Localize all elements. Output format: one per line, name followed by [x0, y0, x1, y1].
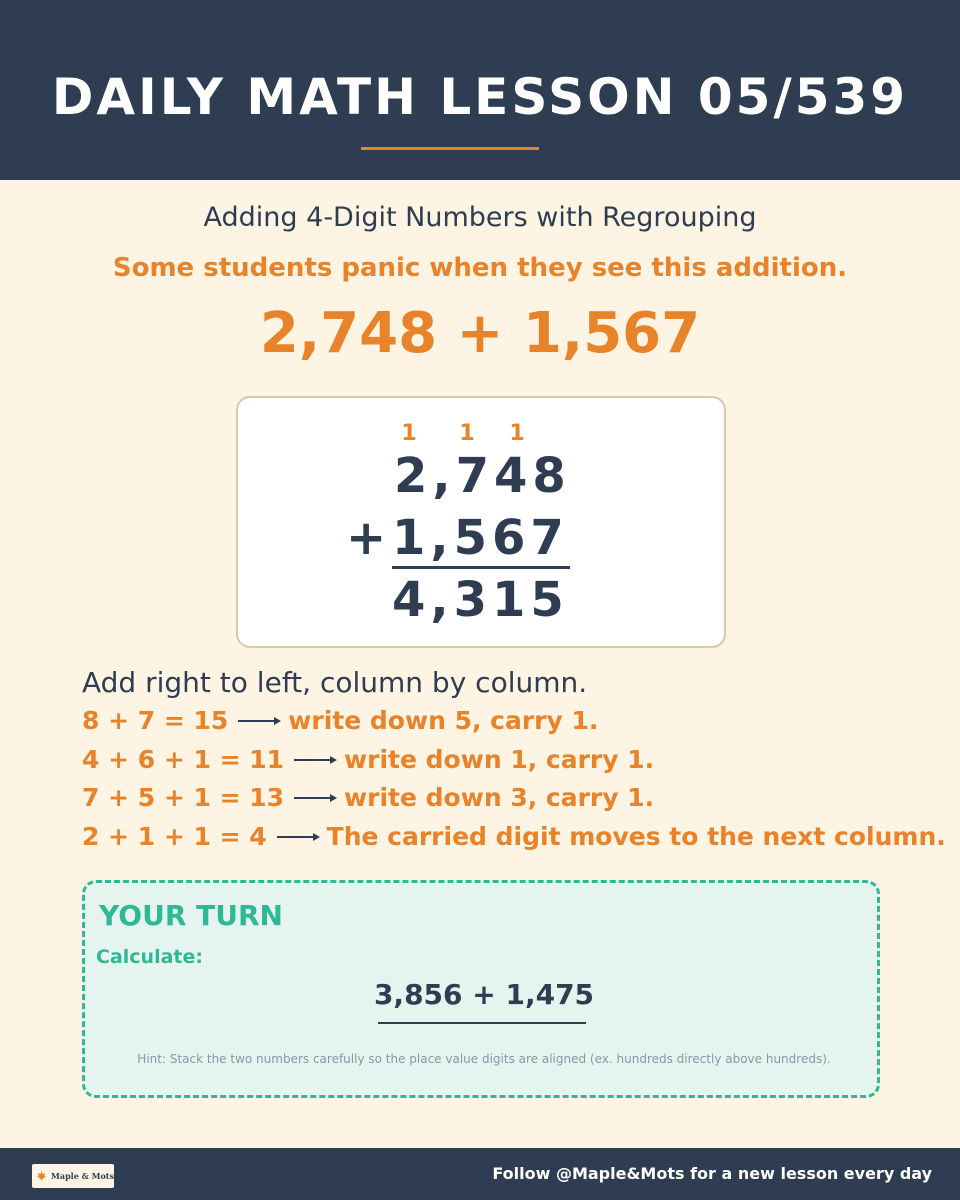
step-expression: 7 + 5 + 1 = 13	[82, 783, 285, 812]
lesson-subtitle: Adding 4-Digit Numbers with Regrouping	[203, 202, 757, 233]
addend-bottom: 1,567	[392, 510, 569, 566]
calculate-label: Calculate:	[96, 946, 203, 968]
maple-leaf-icon	[36, 1169, 47, 1183]
long-right-arrow-icon	[277, 831, 321, 843]
page-title: DAILY MATH LESSON 05/539	[51, 68, 909, 126]
answer-line	[378, 1022, 586, 1024]
sum-result: 4,315	[392, 572, 569, 628]
step-expression: 8 + 7 = 15	[82, 706, 229, 735]
logo-text: Maple & Mots	[51, 1171, 114, 1181]
step-explanation: write down 5, carry 1.	[288, 706, 599, 735]
worked-example-card	[236, 396, 726, 648]
practice-problem: 3,856 + 1,475	[373, 978, 595, 1011]
step-row	[82, 820, 946, 854]
header-banner	[0, 0, 960, 180]
sum-line	[392, 566, 570, 569]
lesson-problem: 2,748 + 1,567	[259, 301, 701, 366]
your-turn-title: YOUR TURN	[99, 899, 283, 932]
step-explanation: The carried digit moves to the next column.	[326, 822, 946, 851]
steps-intro: Add right to left, column by column.	[82, 666, 588, 699]
step-expression: 4 + 6 + 1 = 11	[82, 745, 285, 774]
your-turn-box	[82, 880, 880, 1098]
addend-top: 2,748	[394, 448, 571, 504]
footer-bar	[0, 1148, 960, 1200]
step-explanation: write down 1, carry 1.	[344, 745, 655, 774]
step-explanation: write down 3, carry 1.	[344, 783, 655, 812]
practice-hint: Hint: Stack the two numbers carefully so the place value digits are aligned (ex. hundreds directly above hundreds).	[137, 1052, 831, 1066]
carry-digit-hundreds: 1	[459, 421, 475, 446]
long-right-arrow-icon	[238, 715, 282, 727]
title-underline	[361, 147, 539, 150]
long-right-arrow-icon	[294, 754, 338, 766]
footer-follow-text: Follow @Maple&Mots for a new lesson every day	[492, 1164, 932, 1183]
step-row	[82, 781, 654, 815]
brand-logo	[32, 1164, 114, 1188]
step-row	[82, 743, 654, 777]
carry-digit-tens: 1	[509, 421, 525, 446]
long-right-arrow-icon	[294, 792, 338, 804]
step-row	[82, 704, 598, 738]
carry-digit-thousands: 1	[401, 421, 417, 446]
plus-sign: +	[346, 510, 392, 566]
step-expression: 2 + 1 + 1 = 4	[82, 822, 267, 851]
lesson-hook: Some students panic when they see this addition.	[112, 253, 848, 283]
